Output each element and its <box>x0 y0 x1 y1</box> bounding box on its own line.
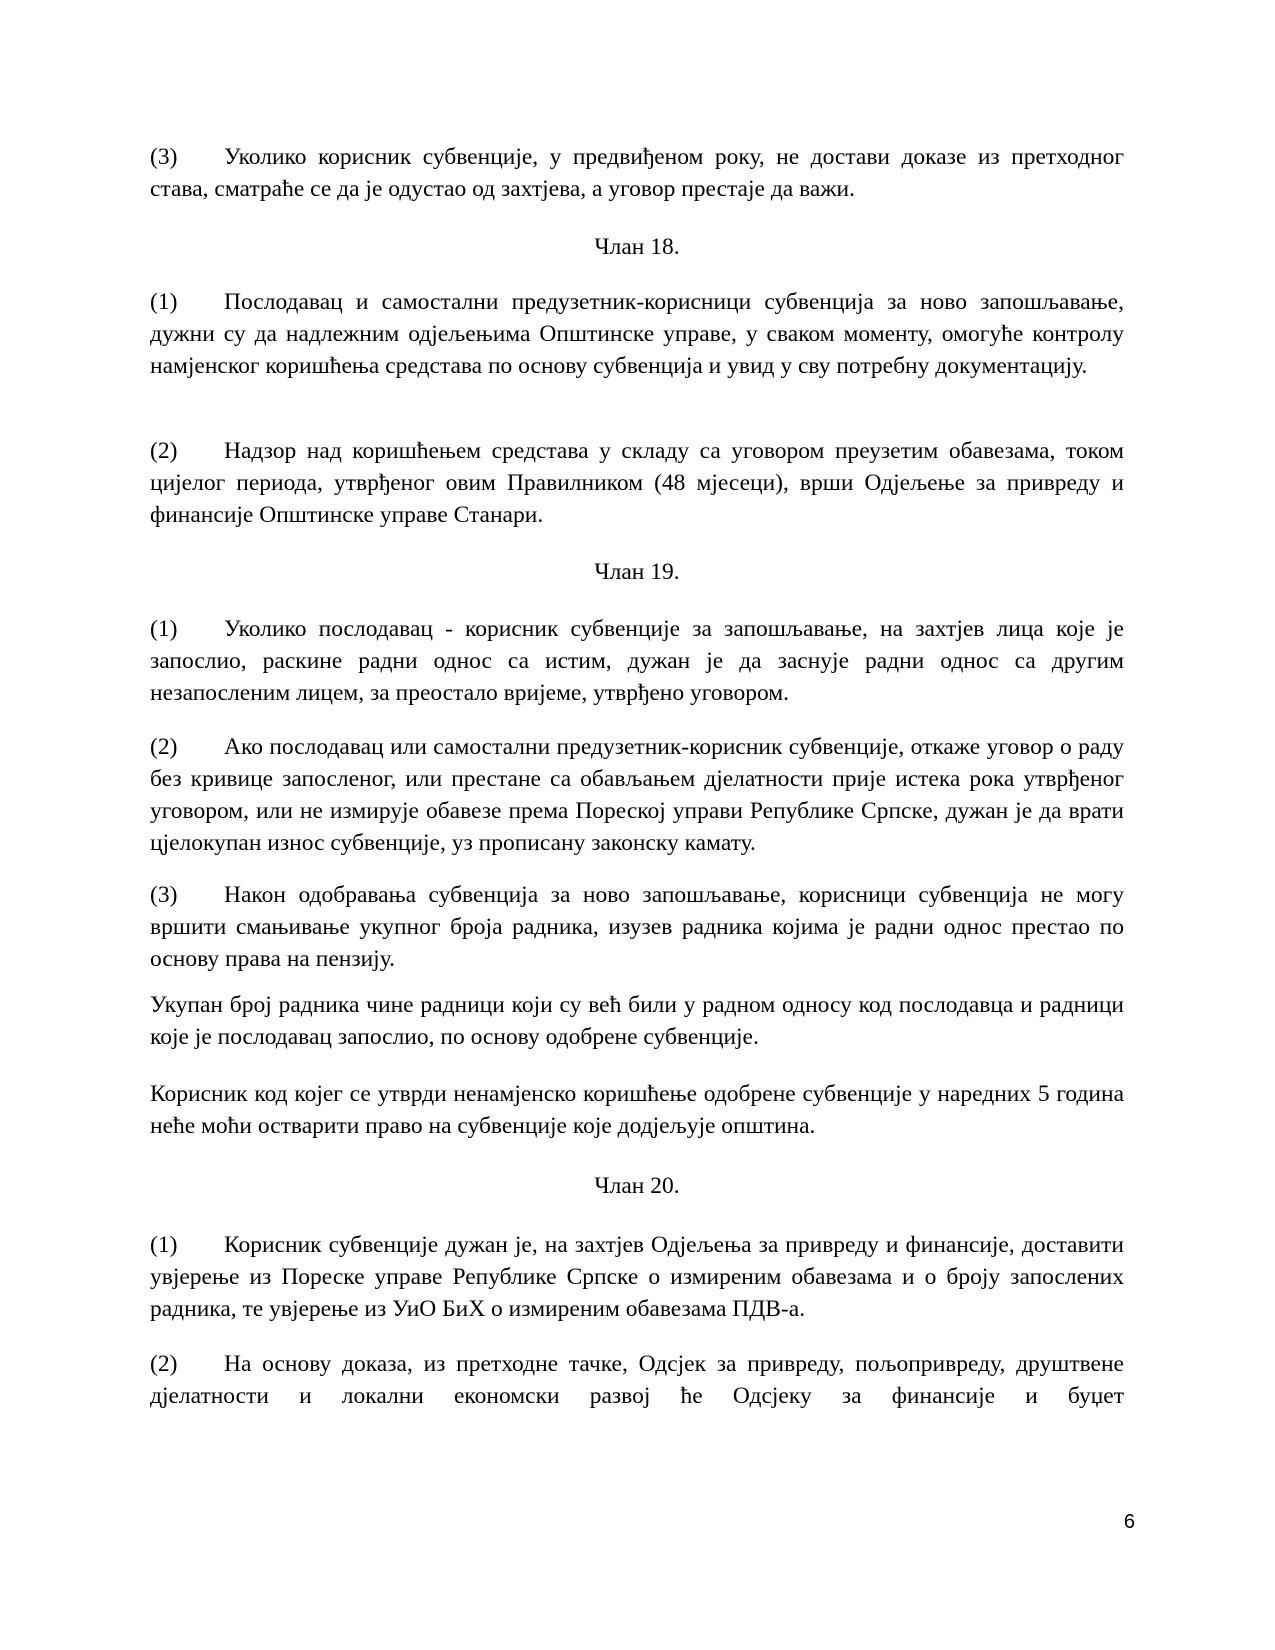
paragraph-body: Корисник субвенције дужан је, на захтјев Одјељења за привреду и финансије, доставити увјерење из Пореске управе Републике Српске о измиреним обавезама и о броју запослених радника, те увјерење из УиО БиХ о измиреним обавезама ПДВ-а. <box>150 1232 1124 1322</box>
paragraph-number: (2) <box>150 438 178 464</box>
paragraph-number: (2) <box>150 734 178 760</box>
paragraph-text <box>150 286 1124 382</box>
paragraph-body: Након одобравања субвенција за ново запошљавање, корисници субвенција не могу вршити смањивање укупног броја радника, изузев радника којима је радни однос престао по основу права на пензију. <box>150 882 1124 972</box>
article-heading: Члан 19. <box>594 559 680 585</box>
article-heading: Члан 18. <box>594 234 680 260</box>
paragraph-body: Надзор над коришћењем средстава у складу са уговором преузетим обавезама, током цијелог периода, утврђеног овим Правилником (48 мјесеци), врши Одјељење за привреду и финансије Општинске управе Станари. <box>150 438 1124 528</box>
paragraph-body: Послодавац и самостални предузетник-корисници субвенција за ново запошљавање, дужни су да надлежним одјељењима Општинске управе, у сваком моменту, омогуће контролу намјенског коришћења средстава по основу субвенција и увид у сву потребну документацију. <box>150 289 1124 379</box>
paragraph-number: (1) <box>150 289 178 315</box>
paragraph-number: (1) <box>150 616 178 642</box>
paragraph-number: (3) <box>150 882 178 908</box>
paragraph-body: Уколико послодавац - корисник субвенције за запошљавање, на захтјев лица које је запослио, раскине радни однос са истим, дужан је да заснује радни однос са другим незапосленим лицем, за преостало вријеме, утврђено уговором. <box>150 616 1124 706</box>
paragraph <box>150 435 1124 531</box>
paragraph-text <box>150 731 1124 859</box>
paragraph <box>150 141 1124 205</box>
paragraph-text <box>150 613 1124 709</box>
paragraph-number: (3) <box>150 144 178 170</box>
paragraph <box>150 1348 1124 1412</box>
paragraph <box>150 286 1124 382</box>
paragraph-body: Корисник код којег се утврди ненамјенско коришћење одобрене субвенције у наредних 5 година неће моћи остварити право на субвенције које додјељује општина. <box>150 1081 1124 1139</box>
paragraph-text <box>150 879 1124 975</box>
paragraph <box>150 989 1124 1053</box>
paragraph-body: На основу доказа, из претходне тачке, Одсјек за привреду, пољопривреду, друштвене дјелатности и локални економски развој ће Одсјеку за финансије и буџет <box>150 1351 1124 1409</box>
article-heading: Члан 20. <box>594 1173 680 1199</box>
paragraph <box>150 613 1124 709</box>
paragraph <box>150 1229 1124 1325</box>
paragraph <box>150 1078 1124 1142</box>
paragraph <box>150 879 1124 975</box>
paragraph-text <box>150 435 1124 531</box>
paragraph-text <box>150 141 1124 205</box>
paragraph-body: Укупан број радника чине радници који су већ били у радном односу код послодавца и радници које је послодавац запослио, по основу одобрене субвенције. <box>150 992 1124 1050</box>
paragraph-body: Уколико корисник субвенције, у предвиђеном року, не достави доказе из претходног става, сматраће се да је одустао од захтјева, а уговор престаје да важи. <box>150 144 1124 202</box>
paragraph-text <box>150 1229 1124 1325</box>
page-number: 6 <box>1123 1511 1135 1533</box>
paragraph <box>150 731 1124 859</box>
paragraph-body: Ако послодавац или самостални предузетник-корисник субвенције, откаже уговор о раду без кривице запосленог, или престане са обављањем дјелатности прије истека рока утврђеног уговором, или не измирује обавезе према Пореској управи Републике Српске, дужан је да врати цјелокупан износ субвенције, уз прописану законску камату. <box>150 734 1124 856</box>
paragraph-number: (2) <box>150 1351 178 1377</box>
paragraph-number: (1) <box>150 1232 178 1258</box>
paragraph-text <box>150 1348 1124 1412</box>
